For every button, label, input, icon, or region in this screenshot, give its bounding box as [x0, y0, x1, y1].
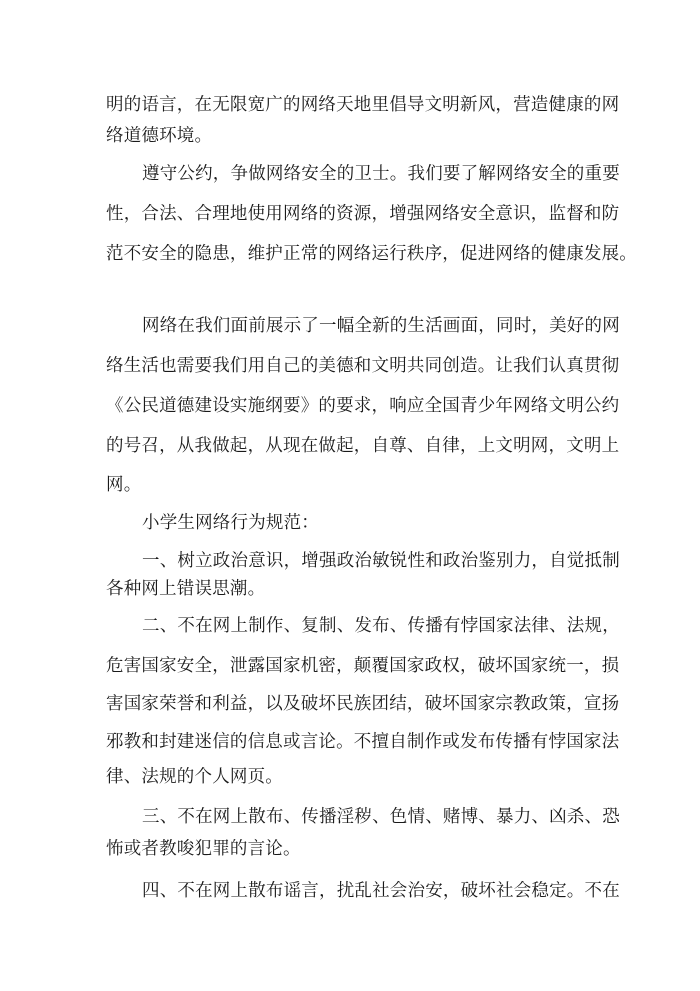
- rule-item-1-start: 一、树立政治意识，增强政治敏锐性和政治鉴别力，自觉抵制: [142, 551, 620, 571]
- text-line: 网。: [106, 475, 142, 495]
- text-line: 范不安全的隐患，维护正常的网络运行秩序，促进网络的健康发展。: [106, 244, 637, 264]
- paragraph-start-line: 遵守公约，争做网络安全的卫士。我们要了解网络安全的重要: [142, 164, 620, 184]
- text-line: 邪教和封建迷信的信息或言论。不擅自制作或发布传播有悖国家法: [106, 732, 620, 752]
- text-line: 络生活也需要我们用自己的美德和文明共同创造。让我们认真贯彻: [106, 356, 620, 376]
- rule-item-4-start: 四、不在网上散布谣言，扰乱社会治安，破坏社会稳定。不在: [142, 881, 620, 901]
- text-line: 怖或者教唆犯罪的言论。: [106, 839, 301, 859]
- text-line: 明的语言，在无限宽广的网络天地里倡导文明新风，营造健康的网: [106, 95, 620, 115]
- text-line: 各种网上错误思潮。: [106, 579, 266, 599]
- text-line: 《公民道德建设实施纲要》的要求，响应全国青少年网络文明公约: [106, 396, 620, 416]
- paragraph-start-line: 网络在我们面前展示了一幅全新的生活画面，同时，美好的网: [142, 316, 620, 336]
- section-heading: 小学生网络行为规范：: [142, 513, 319, 533]
- rule-item-3-start: 三、不在网上散布、传播淫秽、色情、赌博、暴力、凶杀、恐: [142, 807, 620, 827]
- text-line: 害国家荣誉和利益，以及破坏民族团结，破坏国家宗教政策，宣扬: [106, 694, 620, 714]
- rule-item-2-start: 二、不在网上制作、复制、发布、传播有悖国家法律、法规，: [142, 616, 620, 636]
- text-line: 危害国家安全，泄露国家机密，颠覆国家政权，破坏国家统一，损: [106, 656, 620, 676]
- text-line: 络道德环境。: [106, 126, 213, 146]
- text-line: 的号召，从我做起，从现在做起，自尊、自律，上文明网，文明上: [106, 436, 620, 456]
- text-line: 律、法规的个人网页。: [106, 767, 283, 787]
- text-line: 性，合法、合理地使用网络的资源，增强网络安全意识，监督和防: [106, 204, 620, 224]
